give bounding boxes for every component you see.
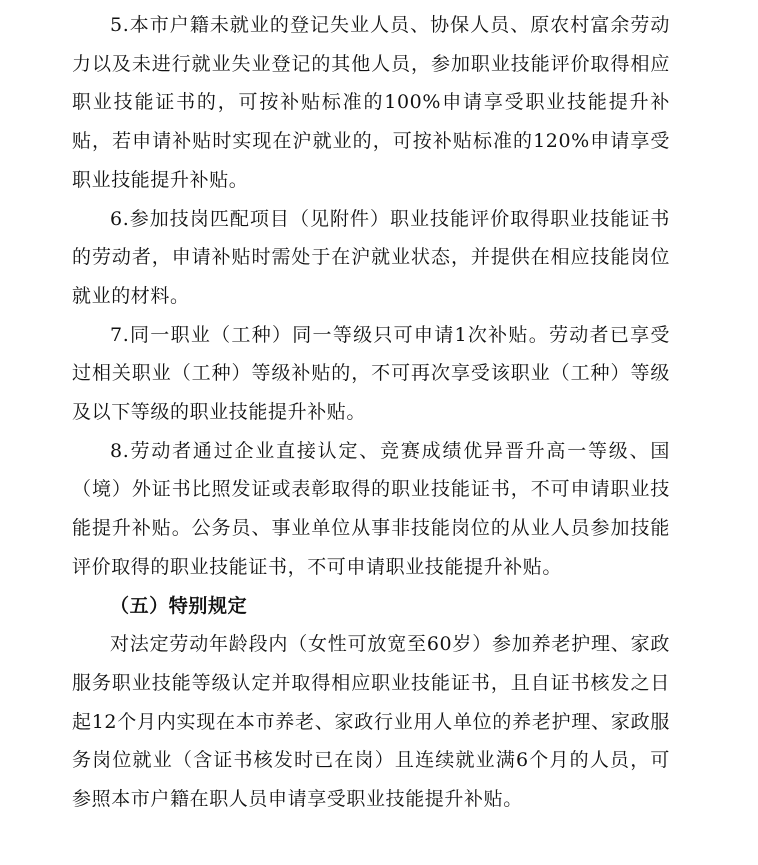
- document-body: [72, 6, 670, 819]
- paragraph-special-rule: 对法定劳动年龄段内（女性可放宽至60岁）参加养老护理、家政服务职业技能等级认定并取得相应职业技能证书，且自证书核发之日起12个月内实现在本市养老、家政行业用人单位的养老护理、家政服务岗位就业（含证书核发时已在岗）且连续就业满6个月的人员，可参照本市户籍在职人员申请享受职业技能提升补贴。: [72, 633, 670, 811]
- paragraph-item-8: 8.劳动者通过企业直接认定、竞赛成绩优异晋升高一等级、国（境）外证书比照发证或表彰取得的职业技能证书，不可申请职业技能提升补贴。公务员、事业单位从事非技能岗位的从业人员参加技能评价取得的职业技能证书，不可申请职业技能提升补贴。: [72, 439, 670, 578]
- paragraph-item-6: 6.参加技岗匹配项目（见附件）职业技能评价取得职业技能证书的劳动者，申请补贴时需处于在沪就业状态，并提供在相应技能岗位就业的材料。: [72, 207, 670, 307]
- paragraph-item-7: 7.同一职业（工种）同一等级只可申请1次补贴。劳动者已享受过相关职业（工种）等级补贴的，不可再次享受该职业（工种）等级及以下等级的职业技能提升补贴。: [72, 323, 670, 424]
- section-heading-special-rules: （五）特别规定: [110, 594, 248, 617]
- paragraph-item-5: 5.本市户籍未就业的登记失业人员、协保人员、原农村富余劳动力以及未进行就业失业登记的其他人员，参加职业技能评价取得相应职业技能证书的，可按补贴标准的100%申请享受职业技能提升补贴，若申请补贴时实现在沪就业的，可按补贴标准的120%申请享受职业技能提升补贴。: [72, 14, 670, 191]
